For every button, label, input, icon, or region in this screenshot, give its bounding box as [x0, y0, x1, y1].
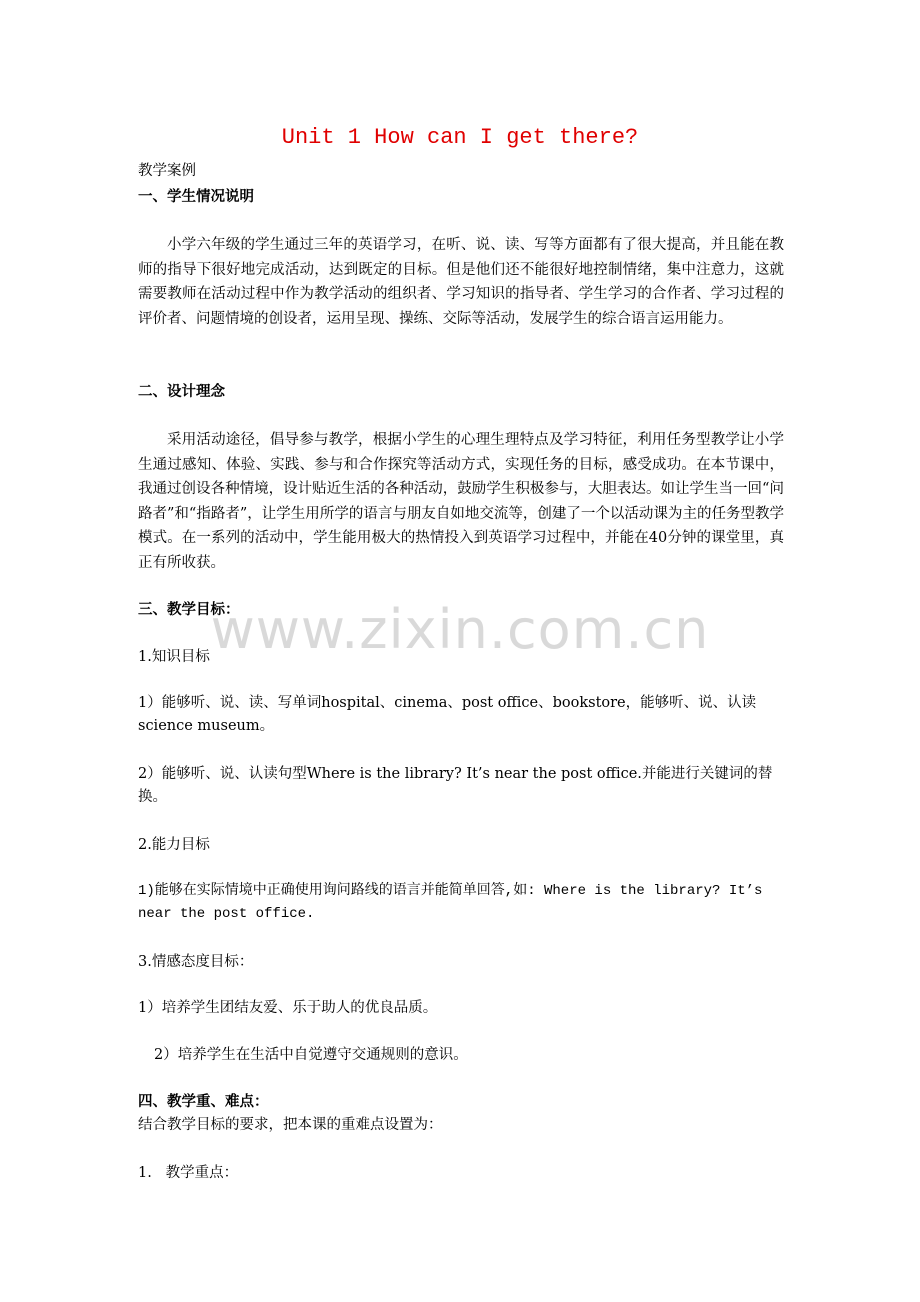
emotion-heading: 3.情感态度目标： [138, 954, 254, 970]
section1-heading: 一、学生情况说明 [138, 188, 254, 205]
section2-heading: 二、设计理念 [138, 383, 225, 400]
document-title: Unit 1 How can I get there? [281, 125, 639, 150]
ability-heading: 2.能力目标 [138, 837, 210, 853]
section3-heading: 三、教学目标： [138, 601, 240, 618]
emotion-item-2: 2）培养学生在生活中自觉遵守交通规则的意识。 [154, 1047, 468, 1063]
emotion-item-1: 1）培养学生团结友爱、乐于助人的优良品质。 [138, 1000, 438, 1016]
ability-item-1: 1)能够在实际情境中正确使用询问路线的语言并能简单回答,如: Where is the library? It’s near the post office. [138, 883, 763, 922]
watermark: www.zixin.com.cn [210, 598, 710, 661]
section4-heading: 四、教学重、难点： [138, 1093, 269, 1110]
section1-paragraph: 小学六年级的学生通过三年的英语学习，在听、说、读、写等方面都有了很大提高，并且能在教师的指导下很好地完成活动，达到既定的目标。但是他们还不能很好地控制情绪，集中注意力，这就需要教师在活动过程中作为教学活动的组织者、学习知识的指导者、学生学习的合作者、学习过程的评价者、问题情境的创设者，运用呈现、操练、交际等活动，发展学生的综合语言运用能力。 [138, 237, 784, 327]
knowledge-item-2: 2）能够听、说、认读句型Where is the library? It’s near the post office.并能进行关键词的替换。 [138, 766, 773, 805]
document-subtitle: 教学案例 [138, 163, 196, 179]
knowledge-item-1: 1）能够听、说、读、写单词hospital、cinema、post office、bookstore，能够听、说、认读science museum。 [138, 695, 757, 734]
knowledge-heading: 1.知识目标 [138, 649, 210, 665]
section2-paragraph: 采用活动途径，倡导参与教学，根据小学生的心理生理特点及学习特征，利用任务型教学让小学生通过感知、体验、实践、参与和合作探究等活动方式，实现任务的目标，感受成功。在本节课中，我通过创设各种情境，设计贴近生活的各种活动，鼓励学生积极参与，大胆表达。如让学生当一回“问路者”和“指路者”，让学生用所学的语言与朋友自如地交流等，创建了一个以活动课为主的任务型教学模式。在一系列的活动中，学生能用极大的热情投入到英语学习过程中，并能在40分钟的课堂里，真正有所收获。 [138, 432, 784, 571]
section4-intro: 结合教学目标的要求，把本课的重难点设置为： [138, 1117, 443, 1133]
section4-item-1: 1. 教学重点： [138, 1165, 239, 1181]
